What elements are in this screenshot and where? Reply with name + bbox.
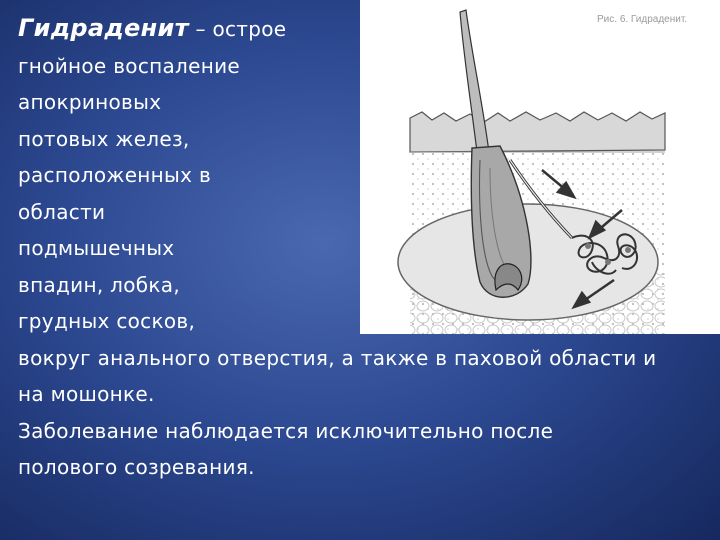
- text-line: подмышечных: [18, 236, 175, 260]
- text-line: полового созревания.: [18, 455, 255, 479]
- text-line: области: [18, 199, 106, 224]
- text-line: гнойное воспаление: [18, 53, 241, 78]
- text-line: впадин, лобка,: [18, 272, 180, 297]
- title-rest: – острое: [188, 17, 287, 41]
- title-term: Гидраденит: [18, 14, 189, 42]
- text-line: потовых желез,: [18, 126, 190, 151]
- text-line: на мошонке.: [18, 382, 155, 406]
- text-line: вокруг анального отверстия, а также в паховой области и: [18, 345, 657, 370]
- text-line: расположенных в: [18, 163, 212, 187]
- text-line: грудных сосков,: [18, 309, 196, 333]
- text-line: апокриновых: [18, 90, 162, 114]
- slide-text: [18, 10, 708, 486]
- figure-caption: Рис. 6. Гидраденит.: [597, 14, 688, 25]
- text-line: Заболевание наблюдается исключительно после: [18, 418, 554, 443]
- title-line: [18, 10, 708, 48]
